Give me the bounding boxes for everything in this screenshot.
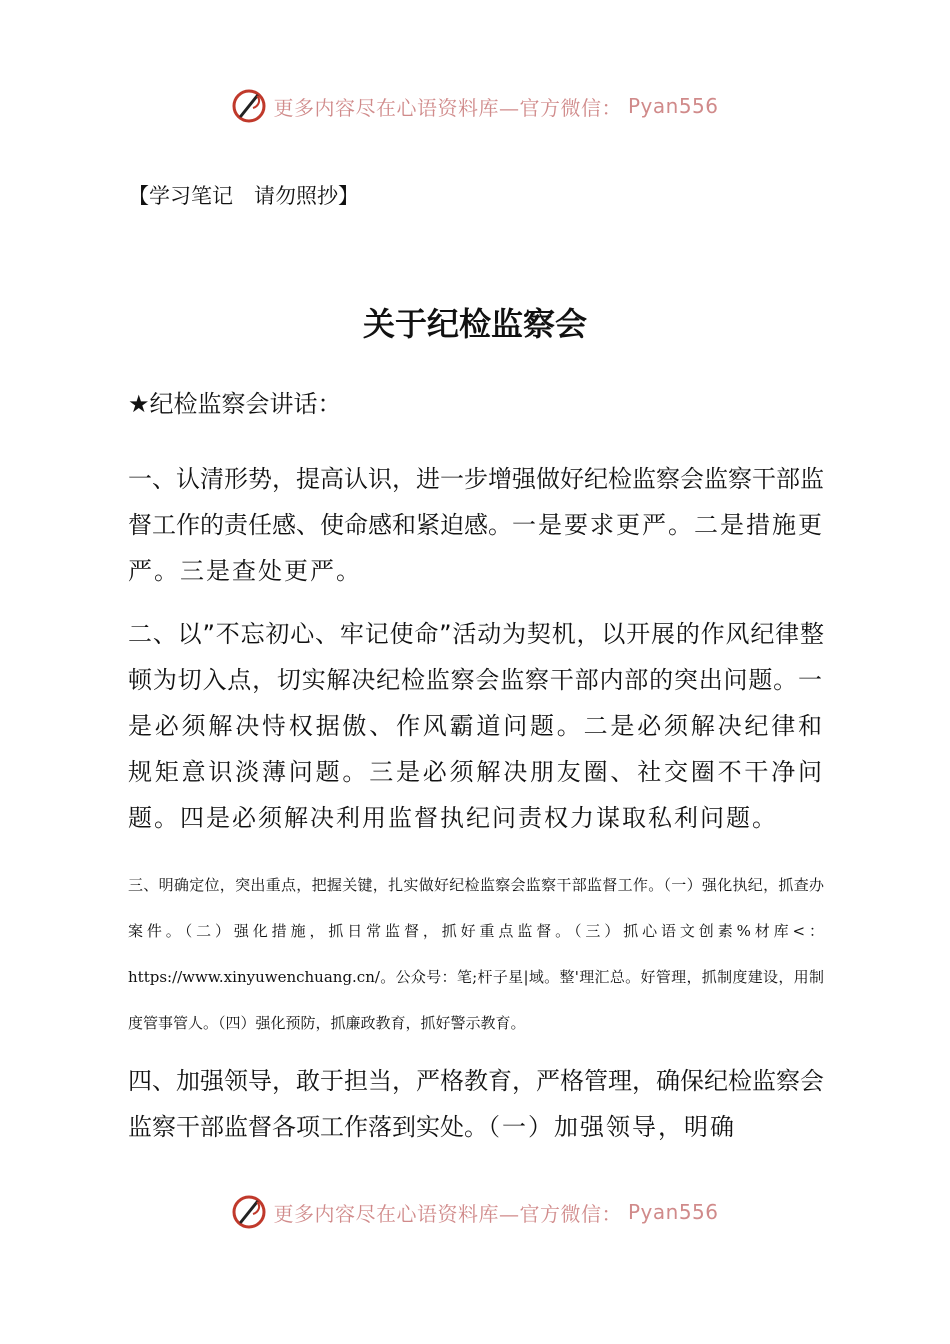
watermark-footer (0, 1192, 950, 1232)
quill-logo-icon (231, 1194, 267, 1230)
paragraph-4 (128, 1058, 824, 1150)
watermark-text: 更多内容尽在心语资料库—官方微信： (273, 1201, 622, 1226)
watermark-text: 更多内容尽在心语资料库—官方微信： (273, 95, 622, 120)
document-title: 关于纪检监察会 (362, 305, 587, 343)
paragraph-1 (128, 456, 824, 594)
quill-logo-icon (231, 88, 267, 124)
paragraph-1-body: 一是要求更严。二是措施更严。三是查处更严。 (128, 511, 824, 585)
paragraph-2 (128, 611, 824, 841)
watermark-wechat-id: Pyan556 (627, 94, 719, 118)
watermark-header (0, 86, 950, 126)
speech-subheading: ★纪检监察会讲话： (128, 390, 342, 418)
paragraph-4-body: （一）加强领导，明确 (488, 1113, 736, 1141)
paragraph-2-lead: 二、以”不忘初心、牢记使命”活动为契机，以开展的作风纪律整顿为切入点，切实解决纪检监察会监察干部内部的突出问题。 (128, 620, 824, 694)
watermark-wechat-id: Pyan556 (627, 1200, 719, 1224)
paragraph-4-lead: 四、加强领导，敢于担当，严格教育，严格管理，确保纪检监察会监察干部监督各项工作落到实处。 (128, 1067, 824, 1141)
paragraph-2-body: 一是必须解决恃权据傲、作风霸道问题。二是必须解决纪律和规矩意识淡薄问题。三是必须解决朋友圈、社交圈不干净问题。四是必须解决利用监督执纪问责权力谋取私利问题。 (128, 666, 824, 832)
paragraph-1-lead: 一、认清形势，提高认识，进一步增强做好纪检监察会监察干部监督工作的责任感、使命感和紧迫感。 (128, 465, 824, 539)
study-note-label: 【学习笔记 请勿照抄】 (128, 184, 359, 208)
paragraph-3: 三、明确定位，突出重点，把握关键，扎实做好纪检监察会监察干部监督工作。（一）强化执纪，抓查办案件。（二）强化措施，抓日常监督，抓好重点监督。（三）抓心语文创素%材库<：https://www.xinyuwenchuang.cn/。公众号：笔;杆子星|域。整'理汇总。好管理，抓制度建设，用制度管事管人。（四）强化预防，抓廉政教育，抓好警示教育。 (128, 876, 824, 1032)
